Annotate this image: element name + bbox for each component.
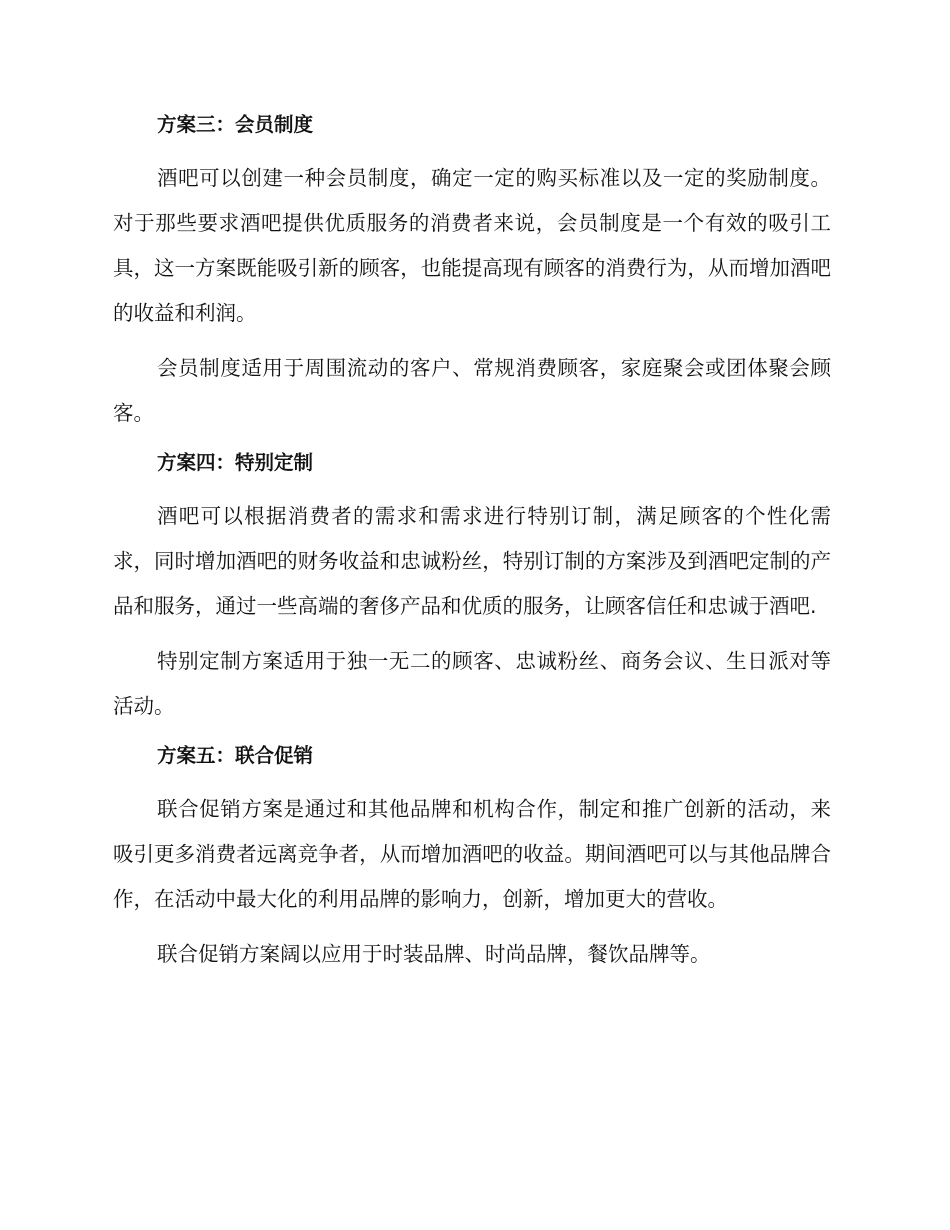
section-joint-promotion [113,741,831,977]
paragraph: 特别定制方案适用于独一无二的顾客、忠诚粉丝、商务会议、生日派对等活动。 [113,649,831,718]
paragraph: 酒吧可以创建一种会员制度，确定一定的购买标准以及一定的奖励制度。对于那些要求酒吧提供优质服务的消费者来说，会员制度是一个有效的吸引工具，这一方案既能吸引新的顾客，也能提高现有顾客的消费行为，从而增加酒吧的收益和利润。 [113,166,831,325]
section-title: 方案五：联合促销 [157,744,314,767]
section-title: 方案三：会员制度 [157,113,314,136]
paragraph: 会员制度适用于周围流动的客户、常规消费顾客，家庭聚会或团体聚会顾客。 [113,356,831,425]
document-page [113,110,831,977]
section-customization [113,448,831,729]
paragraph: 联合促销方案阔以应用于时装品牌、时尚品牌，餐饮品牌等。 [157,942,711,966]
section-membership [113,110,831,436]
paragraph: 联合促销方案是通过和其他品牌和机构合作，制定和推广创新的活动，来吸引更多消费者远离竞争者，从而增加酒吧的收益。期间酒吧可以与其他品牌合作，在活动中最大化的利用品牌的影响力，创新，增加更大的营收。 [113,797,831,911]
paragraph: 酒吧可以根据消费者的需求和需求进行特别订制，满足顾客的个性化需求，同时增加酒吧的财务收益和忠诚粉丝，特别订制的方案涉及到酒吧定制的产品和服务，通过一些高端的奢侈产品和优质的服务，让顾客信任和忠诚于酒吧. [113,504,831,618]
section-title: 方案四：特别定制 [157,451,314,474]
